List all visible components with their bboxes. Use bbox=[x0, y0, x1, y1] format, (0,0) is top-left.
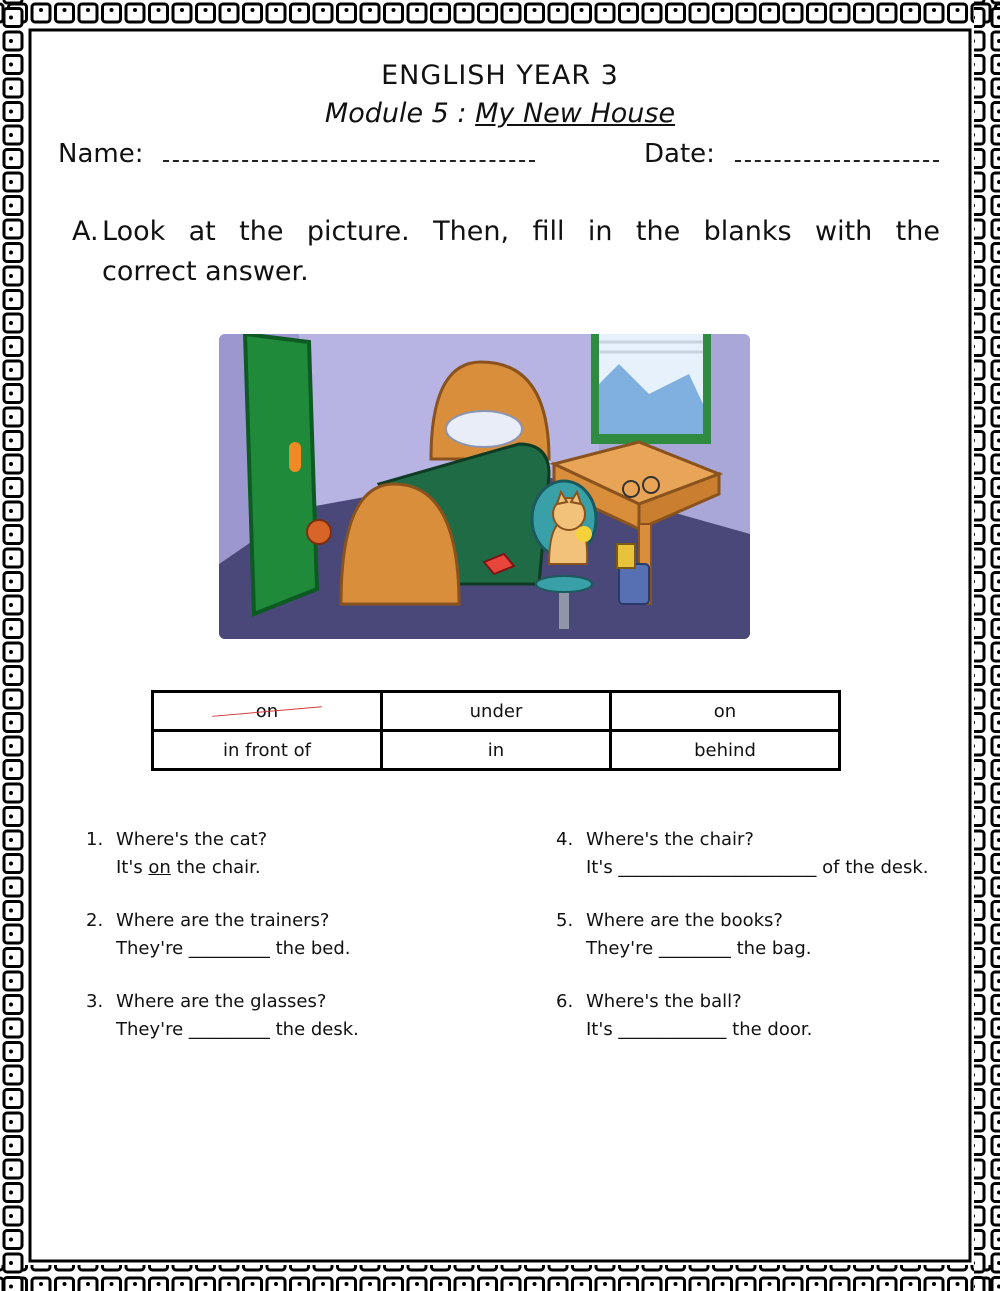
instruction-line-2: correct answer. bbox=[102, 256, 309, 287]
module-subtitle bbox=[34, 98, 966, 129]
date-blank[interactable] bbox=[735, 138, 939, 162]
word-cell: on bbox=[611, 692, 840, 731]
date-label: Date: bbox=[644, 139, 715, 169]
question-text: Where are the trainers? bbox=[116, 910, 330, 931]
question-text: Where's the chair? bbox=[586, 829, 754, 850]
word-cell: behind bbox=[611, 731, 840, 770]
question-number: 4. bbox=[556, 829, 574, 850]
word-bank-row bbox=[153, 731, 840, 770]
used-word: on bbox=[255, 700, 279, 722]
question-number: 2. bbox=[86, 910, 104, 931]
name-blank[interactable] bbox=[163, 138, 535, 162]
question-text: Where's the cat? bbox=[116, 829, 268, 850]
answer-suffix: the bag. bbox=[730, 938, 812, 959]
answer-prefix: They're bbox=[116, 938, 189, 959]
question-4 bbox=[556, 826, 929, 882]
answer-line bbox=[116, 935, 351, 963]
section-letter: A. bbox=[72, 216, 99, 247]
question-number: 5. bbox=[556, 910, 574, 931]
word-bank-row bbox=[153, 692, 840, 731]
bedroom-picture bbox=[219, 334, 750, 639]
word-bank bbox=[151, 690, 841, 771]
instruction bbox=[72, 212, 940, 292]
answer-suffix: of the desk. bbox=[816, 857, 929, 878]
answer-suffix: the door. bbox=[726, 1019, 813, 1040]
answer-prefix: They're bbox=[586, 938, 659, 959]
question-3 bbox=[86, 988, 359, 1044]
answer-blank[interactable]: _________ bbox=[188, 1019, 270, 1040]
question-text: Where are the books? bbox=[586, 910, 783, 931]
answer-blank[interactable]: ______________________ bbox=[618, 857, 817, 878]
answer-blank[interactable]: ________ bbox=[658, 938, 731, 959]
answer-suffix: the bed. bbox=[269, 938, 351, 959]
question-6 bbox=[556, 988, 812, 1044]
answer-line bbox=[116, 1016, 359, 1044]
answer-line bbox=[586, 935, 811, 963]
question-number: 6. bbox=[556, 991, 574, 1012]
answer-prefix: It's bbox=[116, 857, 149, 878]
answer-blank[interactable]: ____________ bbox=[618, 1019, 727, 1040]
answer-prefix: It's bbox=[586, 1019, 619, 1040]
question-2 bbox=[86, 907, 351, 963]
answer-line bbox=[586, 854, 929, 882]
word-cell: in front of bbox=[153, 731, 382, 770]
answer-blank[interactable]: on bbox=[148, 857, 171, 878]
answer-prefix: It's bbox=[586, 857, 619, 878]
question-number: 1. bbox=[86, 829, 104, 850]
instruction-line-1: Look at the picture. Then, fill in the blanks with the bbox=[102, 216, 940, 247]
question-5 bbox=[556, 907, 811, 963]
name-label: Name: bbox=[58, 139, 144, 169]
word-cell: in bbox=[382, 731, 611, 770]
window bbox=[591, 334, 711, 444]
answer-line bbox=[116, 854, 267, 882]
question-1 bbox=[86, 826, 267, 882]
answer-blank[interactable]: _________ bbox=[188, 938, 270, 959]
question-text: Where are the glasses? bbox=[116, 991, 327, 1012]
page-title: ENGLISH YEAR 3 bbox=[381, 60, 619, 91]
word-cell: under bbox=[382, 692, 611, 731]
answer-prefix: They're bbox=[116, 1019, 189, 1040]
answer-suffix: the desk. bbox=[269, 1019, 359, 1040]
word-cell bbox=[153, 692, 382, 731]
module-prefix: Module 5 : bbox=[324, 98, 467, 129]
question-number: 3. bbox=[86, 991, 104, 1012]
answer-suffix: the chair. bbox=[170, 857, 261, 878]
date-field bbox=[644, 138, 939, 169]
question-text: Where's the ball? bbox=[586, 991, 742, 1012]
module-name: My New House bbox=[475, 98, 676, 129]
worksheet bbox=[34, 34, 966, 1257]
name-field bbox=[58, 138, 535, 169]
answer-line bbox=[586, 1016, 812, 1044]
